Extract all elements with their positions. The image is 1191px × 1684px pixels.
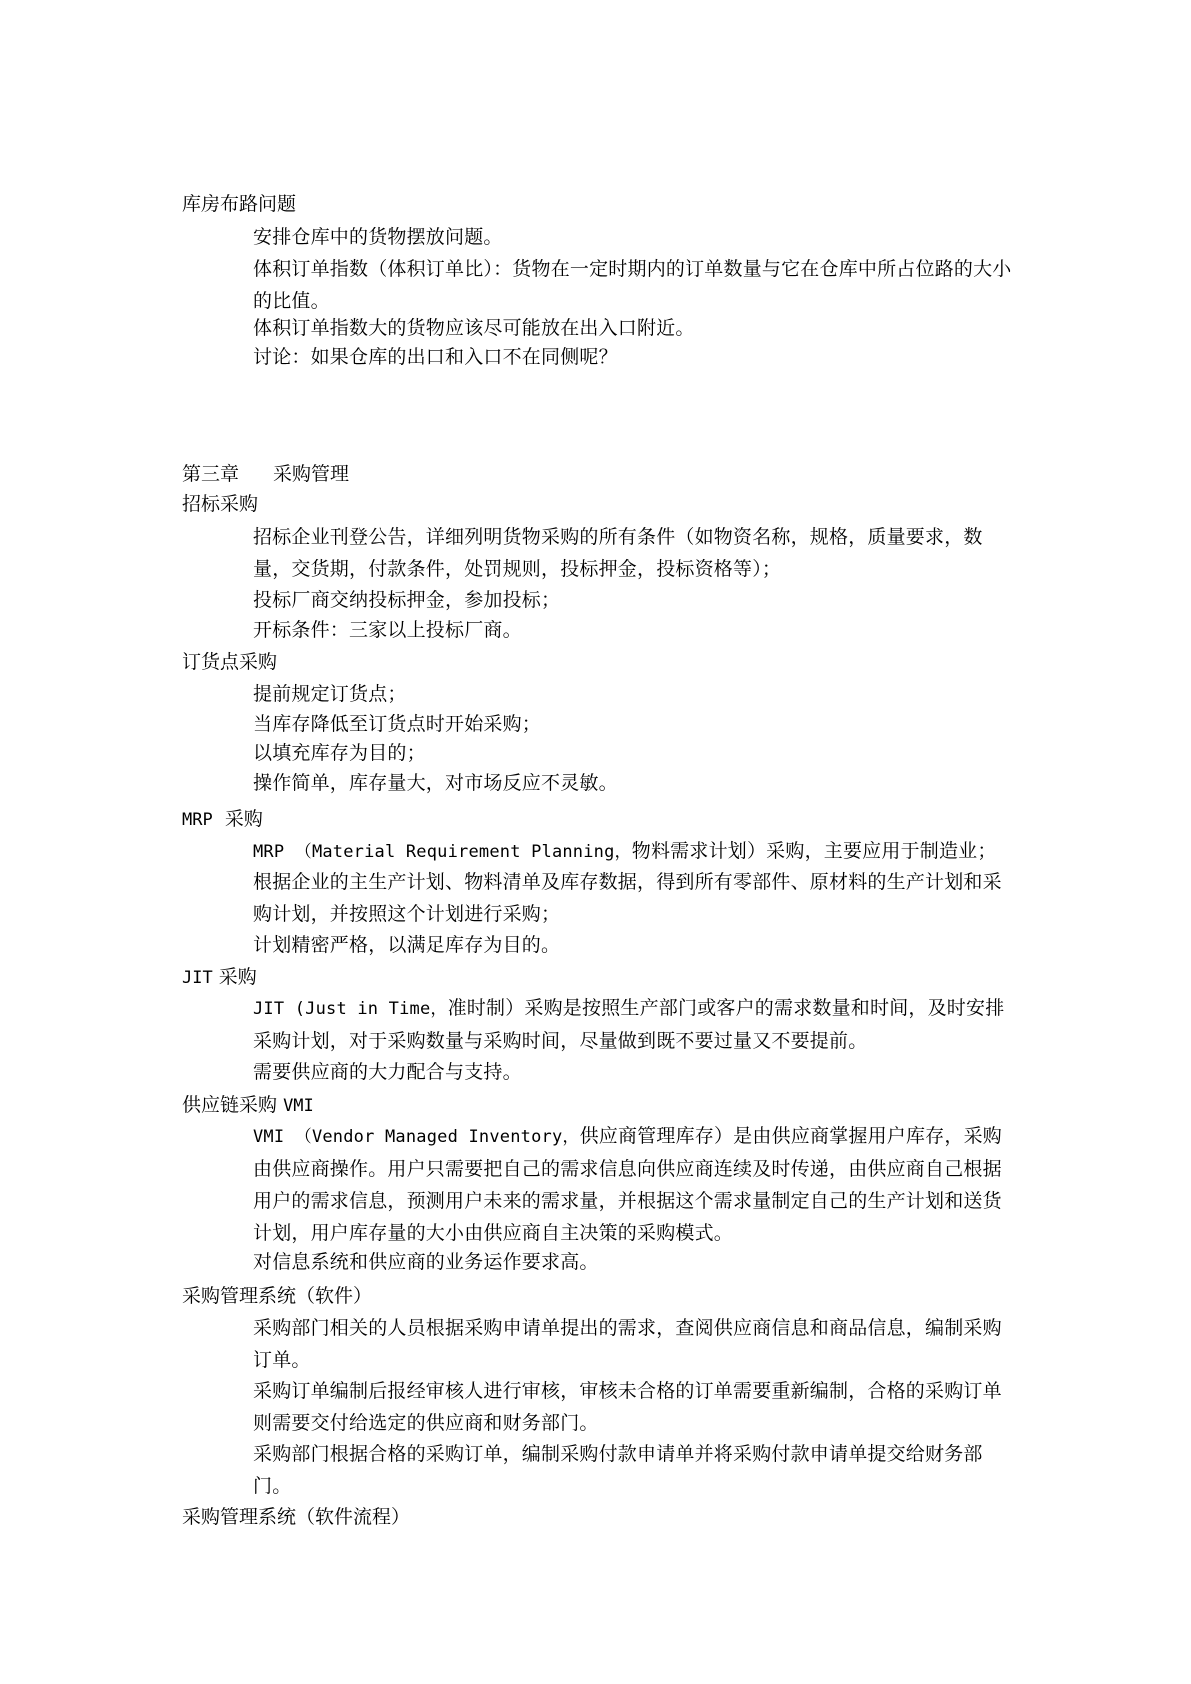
paragraph-cjk: 供应商管理库存）是由供应商掌握用户库存，采购由供应商操作。用户只需要把自己的需求信息向供应商连续及时传递，由供应商自己根据用户的需求信息，预测用户未来的需求量，并根据这个需求量制定自己的生产计划和送货计划，用户库存量的大小由供应商自主决策的采购模式。	[253, 1125, 1002, 1244]
section-heading-purchase-system-flow: 采购管理系统（软件流程）	[182, 1506, 411, 1528]
paragraph: 当库存降低至订货点时开始采购；	[253, 713, 542, 735]
paragraph-latin: VMI （Vendor Managed Inventory，	[253, 1127, 580, 1147]
paragraph: 操作简单，库存量大，对市场反应不灵敏。	[253, 772, 618, 794]
paragraph: 讨论：如果仓库的出口和入口不在同侧呢？	[253, 346, 618, 368]
paragraph	[253, 835, 1018, 868]
heading-latin: MRP	[182, 810, 213, 830]
paragraph: 招标企业刊登公告，详细列明货物采购的所有条件（如物资名称，规格，质量要求，数量，交货期，付款条件，处罚规则，投标押金，投标资格等）；	[253, 526, 983, 580]
paragraph: 采购部门根据合格的采购订单，编制采购付款申请单并将采购付款申请单提交给财务部门。	[253, 1443, 983, 1497]
paragraph: 计划精密严格，以满足库存为目的。	[253, 934, 561, 956]
heading-cjk: 采购	[224, 808, 263, 830]
paragraph: 根据企业的主生产计划、物料清单及库存数据，得到所有零部件、原材料的生产计划和采购计划，并按照这个计划进行采购；	[253, 871, 1002, 925]
section-heading-mrp-purchase	[182, 807, 263, 832]
chapter-heading	[182, 462, 349, 486]
heading-latin: JIT	[182, 968, 213, 988]
section-heading-vmi-purchase	[182, 1093, 314, 1118]
paragraph-cjk: 物料需求计划）采购，主要应用于制造业；	[631, 840, 997, 862]
paragraph: 体积订单指数（体积订单比）：货物在一定时期内的订单数量与它在仓库中所占位路的大小的比值。	[253, 258, 1012, 312]
paragraph-latin: JIT (Just in Time，	[253, 999, 448, 1019]
paragraph	[253, 1120, 1018, 1249]
paragraph: 安排仓库中的货物摆放问题。	[253, 226, 503, 248]
paragraph-latin: MRP （Material Requirement Planning，	[253, 842, 632, 862]
paragraph: 体积订单指数大的货物应该尽可能放在出入口附近。	[253, 317, 695, 339]
section-heading-reorder-point-purchase: 订货点采购	[182, 651, 278, 673]
section-heading-purchase-system: 采购管理系统（软件）	[182, 1285, 373, 1307]
paragraph: 投标厂商交纳投标押金，参加投标；	[253, 589, 561, 611]
chapter-number: 第三章	[182, 463, 240, 485]
chapter-title: 采购管理	[273, 463, 350, 485]
section-heading-warehouse-layout: 库房布路问题	[182, 193, 297, 215]
paragraph: 需要供应商的大力配合与支持。	[253, 1061, 522, 1083]
paragraph: 采购订单编制后报经审核人进行审核，审核未合格的订单需要重新编制，合格的采购订单则需要交付给选定的供应商和财务部门。	[253, 1380, 1002, 1434]
paragraph-cjk: 准时制）采购是按照生产部门或客户的需求数量和时间，及时安排采购计划，对于采购数量与采购时间，尽量做到既不要过量又不要提前。	[253, 997, 1005, 1052]
paragraph: 对信息系统和供应商的业务运作要求高。	[253, 1251, 599, 1273]
paragraph: 以填充库存为目的；	[253, 742, 426, 764]
heading-cjk: 供应链采购	[182, 1094, 278, 1116]
heading-latin: VMI	[283, 1096, 314, 1116]
section-heading-jit-purchase	[182, 965, 257, 990]
paragraph	[253, 992, 1018, 1057]
paragraph: 开标条件：三家以上投标厂商。	[253, 619, 522, 641]
heading-cjk: 采购	[218, 966, 257, 988]
paragraph: 提前规定订货点；	[253, 683, 407, 705]
paragraph: 采购部门相关的人员根据采购申请单提出的需求，查阅供应商信息和商品信息，编制采购订单。	[253, 1317, 1002, 1371]
section-heading-tender-purchase: 招标采购	[182, 493, 259, 515]
